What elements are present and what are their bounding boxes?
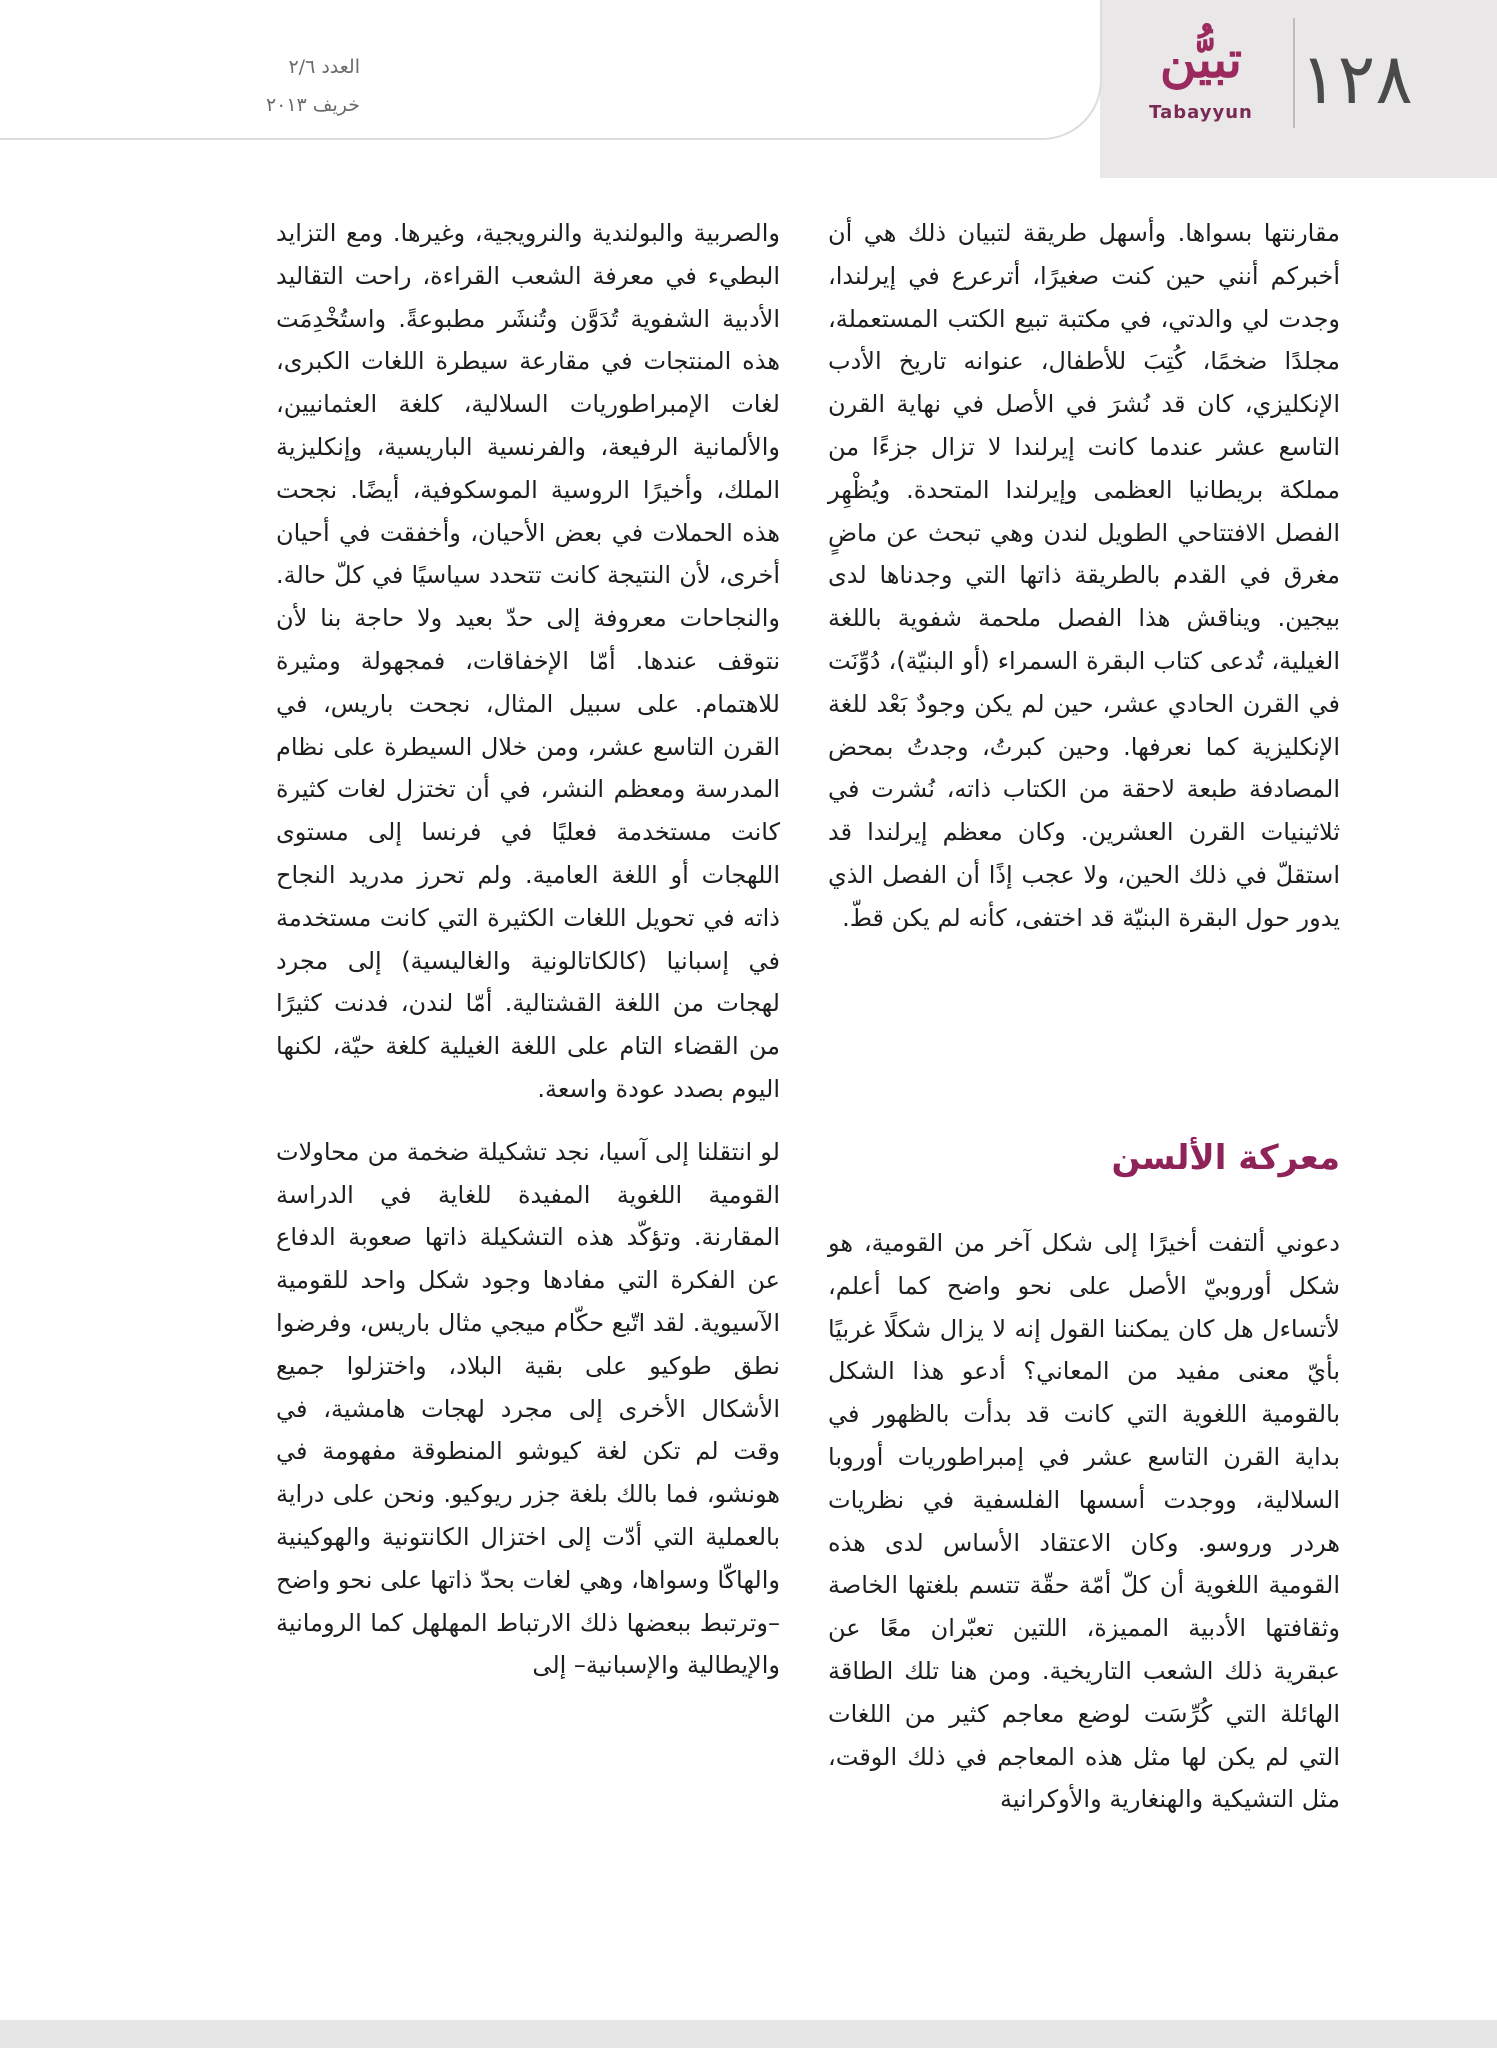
right-column-section xyxy=(828,1222,1340,1821)
left-column xyxy=(276,212,780,1687)
logo-latin: Tabayyun xyxy=(1149,102,1253,123)
season-label: خريف ٢٠١٣ xyxy=(265,94,360,116)
issue-info xyxy=(240,48,360,124)
left-paragraph-2: لو انتقلنا إلى آسيا، نجد تشكيلة ضخمة من محاولات القومية اللغوية المفيدة للغاية في الدراسة المقارنة. وتؤكّد هذه التشكيلة ذاتها صعوبة الدفاع عن الفكرة التي مفادها وجود شكل واحد للقومية الآسيوية. لقد اتّبع حكّام ميجي مثال باريس، وفرضوا نطق طوكيو على بقية البلاد، واختزلوا جميع الأشكال الأخرى إلى مجرد لهجات هامشية، في وقت لم تكن لغة كيوشو المنطوقة مفهومة في هونشو، فما بالك بلغة جزر ريوكيو. ونحن على دراية بالعملية التي أدّت إلى اختزال الكانتونية والهوكينية والهاكّا وسواها، وهي لغات بحدّ ذاتها على نحو واضح –وترتبط ببعضها ذلك الارتباط المهلهل كما الرومانية والإيطالية والإسبانية– إلى xyxy=(276,1137,780,1680)
right-column xyxy=(828,212,1340,940)
page-number: ١٢٨ xyxy=(1300,38,1413,120)
header-panel xyxy=(0,0,1102,140)
footer-strip xyxy=(0,2020,1497,2048)
left-paragraph-1: والصربية والبولندية والنرويجية، وغيرها. ومع التزايد البطيء في معرفة الشعب القراءة، راحت التقاليد الأدبية الشفوية تُدَوَّن وتُنشَر مطبوعةً. واستُخْدِمَت هذه المنتجات في مقارعة سيطرة اللغات الكبرى، لغات الإمبراطوريات السلالية، كلغة العثمانيين، والألمانية الرفيعة، والفرنسية الباريسية، وإنكليزية الملك، وأخيرًا الروسية الموسكوفية، أيضًا. نجحت هذه الحملات في بعض الأحيان، وأخفقت في أحيان أخرى، لأن النتيجة كانت تتحدد سياسيًا في كلّ حالة. والنجاحات معروفة إلى حدّ بعيد ولا حاجة بنا لأن نتوقف عندها. أمّا الإخفاقات، فمجهولة ومثيرة للاهتمام. على سبيل المثال، نجحت باريس، في القرن التاسع عشر، ومن خلال السيطرة على نظام المدرسة ومعظم النشر، في أن تختزل لغات كثيرة كانت مستخدمة فعليًا في فرنسا إلى مستوى اللهجات أو اللغة العامية. ولم تحرز مدريد النجاح ذاته في تحويل اللغات الكثيرة التي كانت مستخدمة في إسبانيا (كالكاتالونية والغاليسية) إلى مجرد لهجات من اللغة القشتالية. أمّا لندن، فدنت كثيرًا من القضاء التام على اللغة الغيلية كلغة حيّة، لكنها اليوم بصدد عودة واسعة. xyxy=(276,219,780,1103)
issue-label: العدد ٢/٦ xyxy=(288,56,360,78)
header-divider xyxy=(1293,18,1295,128)
right-paragraph-2: دعوني ألتفت أخيرًا إلى شكل آخر من القومية، هو شكل أوروبيّ الأصل على نحو واضح كما أعلم، لأتساءل هل كان يمكننا القول إنه لا يزال شكلًا غربيًا بأيّ معنى مفيد من المعاني؟ أدعو هذا الشكل بالقومية اللغوية التي كانت قد بدأت بالظهور في بداية القرن التاسع عشر في إمبراطوريات أوروبا السلالية، ووجدت أسسها الفلسفية في نظريات هردر وروسو. وكان الاعتقاد الأساس لدى هذه القومية اللغوية أن كلّ أمّة حقّة تتسم بلغتها الخاصة وثقافتها الأدبية المميزة، اللتين تعبّران معًا عن عبقرية ذلك الشعب التاريخية. ومن هنا تلك الطاقة الهائلة التي كُرِّسَت لوضع معاجم كثير من اللغات التي لم يكن لها مثل هذه المعاجم في ذلك الوقت، مثل التشيكية والهنغارية والأوكرانية xyxy=(828,1229,1340,1814)
right-paragraph-1: مقارنتها بسواها. وأسهل طريقة لتبيان ذلك هي أن أخبركم أنني حين كنت صغيرًا، أترعرع في إيرلندا، وجدت لي والدتي، في مكتبة تبيع الكتب المستعملة، مجلدًا ضخمًا، كُتِبَ للأطفال، عنوانه تاريخ الأدب الإنكليزي، كان قد نُشرَ في الأصل في نهاية القرن التاسع عشر عندما كانت إيرلندا لا تزال جزءًا من مملكة بريطانيا العظمى وإيرلندا المتحدة. ويُظْهِر الفصل الافتتاحي الطويل لندن وهي تبحث عن ماضٍ مغرق في القدم بالطريقة ذاتها التي وجدناها لدى بيجين. ويناقش هذا الفصل ملحمة شفوية باللغة الغيلية، تُدعى كتاب البقرة السمراء (أو البنيّة)، دُوِّنَت في القرن الحادي عشر، حين لم يكن وجودٌ بَعْد للغة الإنكليزية كما نعرفها. وحين كبرتُ، وجدتُ بمحض المصادفة طبعة لاحقة من الكتاب ذاته، نُشرت في ثلاثينيات القرن العشرين. وكان معظم إيرلندا قد استقلّ في ذلك الحين، ولا عجب إذًا أن الفصل الذي يدور حول البقرة البنيّة قد اختفى، كأنه لم يكن قطّ. xyxy=(828,219,1340,932)
section-heading: معركة الألسن xyxy=(1111,1138,1340,1178)
logo-arabic: تبيُّن xyxy=(1159,30,1243,89)
tabayyun-logo xyxy=(1126,30,1276,130)
header xyxy=(0,0,1497,178)
